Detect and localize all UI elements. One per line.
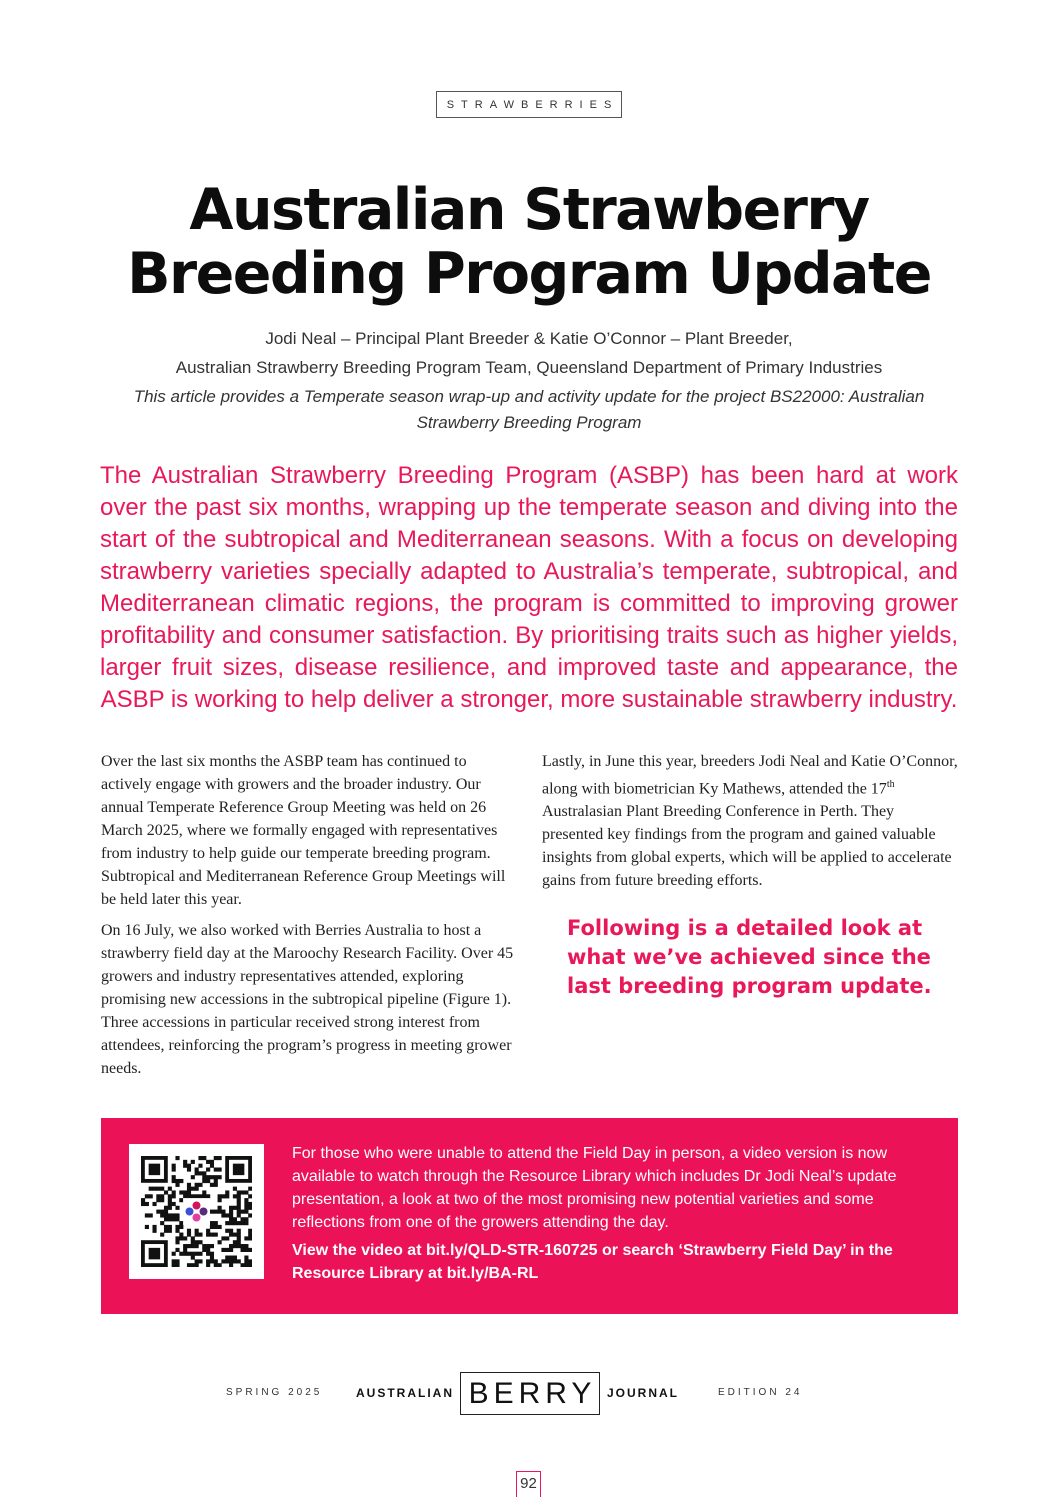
pull-quote: Following is a detailed look at what we’ve achieved since the last breeding program update. bbox=[567, 916, 932, 998]
promo-cta-link[interactable]: View the video at bit.ly/QLD-STR-160725 or search ‘Strawberry Field Day’ in the Resource Library at bit.ly/BA-RL bbox=[292, 1242, 893, 1282]
lead-paragraph: The Australian Strawberry Breeding Program (ASBP) has been hard at work over the past six months, wrapping up the temperate season and diving into the start of the subtropical and Mediterranean seasons. With a focus on developing strawberry varieties specially adapted to Australia’s temperate, subtropical, and Mediterranean climatic regions, the program is committed to improving grower profitability and consumer satisfaction. By prioritising traits such as higher yields, larger fruit sizes, disease resilience, and improved taste and appearance, the ASBP is working to help deliver a stronger, more sustainable strawberry industry. bbox=[100, 462, 958, 713]
body-paragraph: Over the last six months the ASBP team has continued to actively engage with growers and the broader industry. Our annual Temperate Reference Group Meeting was held on 26 March 2025, where we formally engaged with representatives from industry to help guide our temperate breeding program. Subtropical and Mediterranean Reference Group Meetings will be held later this year. bbox=[101, 753, 506, 908]
footer-season: SPRING 2025 bbox=[226, 1387, 323, 1398]
video-promo-box bbox=[101, 1118, 958, 1314]
page-number: 92 bbox=[516, 1471, 541, 1497]
promo-text: For those who were unable to attend the Field Day in person, a video version is now available to watch through the Resource Library which includes Dr Jodi Neal’s update presentation, a look at two of the most promising new potential varieties and some reflections from one of the growers attending the day. bbox=[292, 1145, 897, 1231]
body-text: Australasian Plant Breeding Conference in Perth. They presented key findings from the program and gained valuable insights from global experts, which will be applied to accelerate gains from future breeding efforts. bbox=[542, 803, 952, 890]
body-paragraph: On 16 July, we also worked with Berries Australia to host a strawberry field day at the Maroochy Research Facility. Over 45 growers and industry representatives attended, exploring promising new accessions in the subtropical pipeline (Figure 1). Three accessions in particular received strong interest from attendees, reinforcing the program’s progress in meeting grower needs. bbox=[101, 922, 514, 1077]
author-line-2: Australian Strawberry Breeding Program Team, Queensland Department of Primary Industries bbox=[175, 358, 883, 377]
ordinal-suffix: th bbox=[886, 779, 895, 790]
berry-logo: BERRY bbox=[460, 1372, 600, 1415]
author-byline bbox=[80, 324, 978, 382]
article-abstract: This article provides a Temperate season wrap-up and activity update for the project BS22000: Australian Strawberry Breeding Program bbox=[133, 387, 925, 432]
body-column-left bbox=[101, 750, 516, 1088]
journal-footer bbox=[0, 1372, 1058, 1416]
author-line-1: Jodi Neal – Principal Plant Breeder & Katie O’Connor – Plant Breeder, bbox=[265, 329, 793, 348]
footer-brand-left: AUSTRALIAN bbox=[356, 1386, 454, 1400]
footer-edition: EDITION 24 bbox=[718, 1387, 803, 1398]
body-text: Lastly, in June this year, breeders Jodi Neal and Katie O’Connor, along with biometrician Ky Mathews, attended the 17 bbox=[542, 753, 958, 798]
body-paragraph bbox=[542, 750, 958, 892]
footer-brand-right: JOURNAL bbox=[607, 1386, 680, 1400]
body-column-right bbox=[542, 750, 958, 900]
qr-code-graphic bbox=[141, 1156, 252, 1267]
section-tag: STRAWBERRIES bbox=[436, 91, 622, 118]
qr-code-icon[interactable] bbox=[129, 1144, 264, 1279]
article-title: Australian Strawberry Breeding Program Update bbox=[127, 177, 931, 307]
